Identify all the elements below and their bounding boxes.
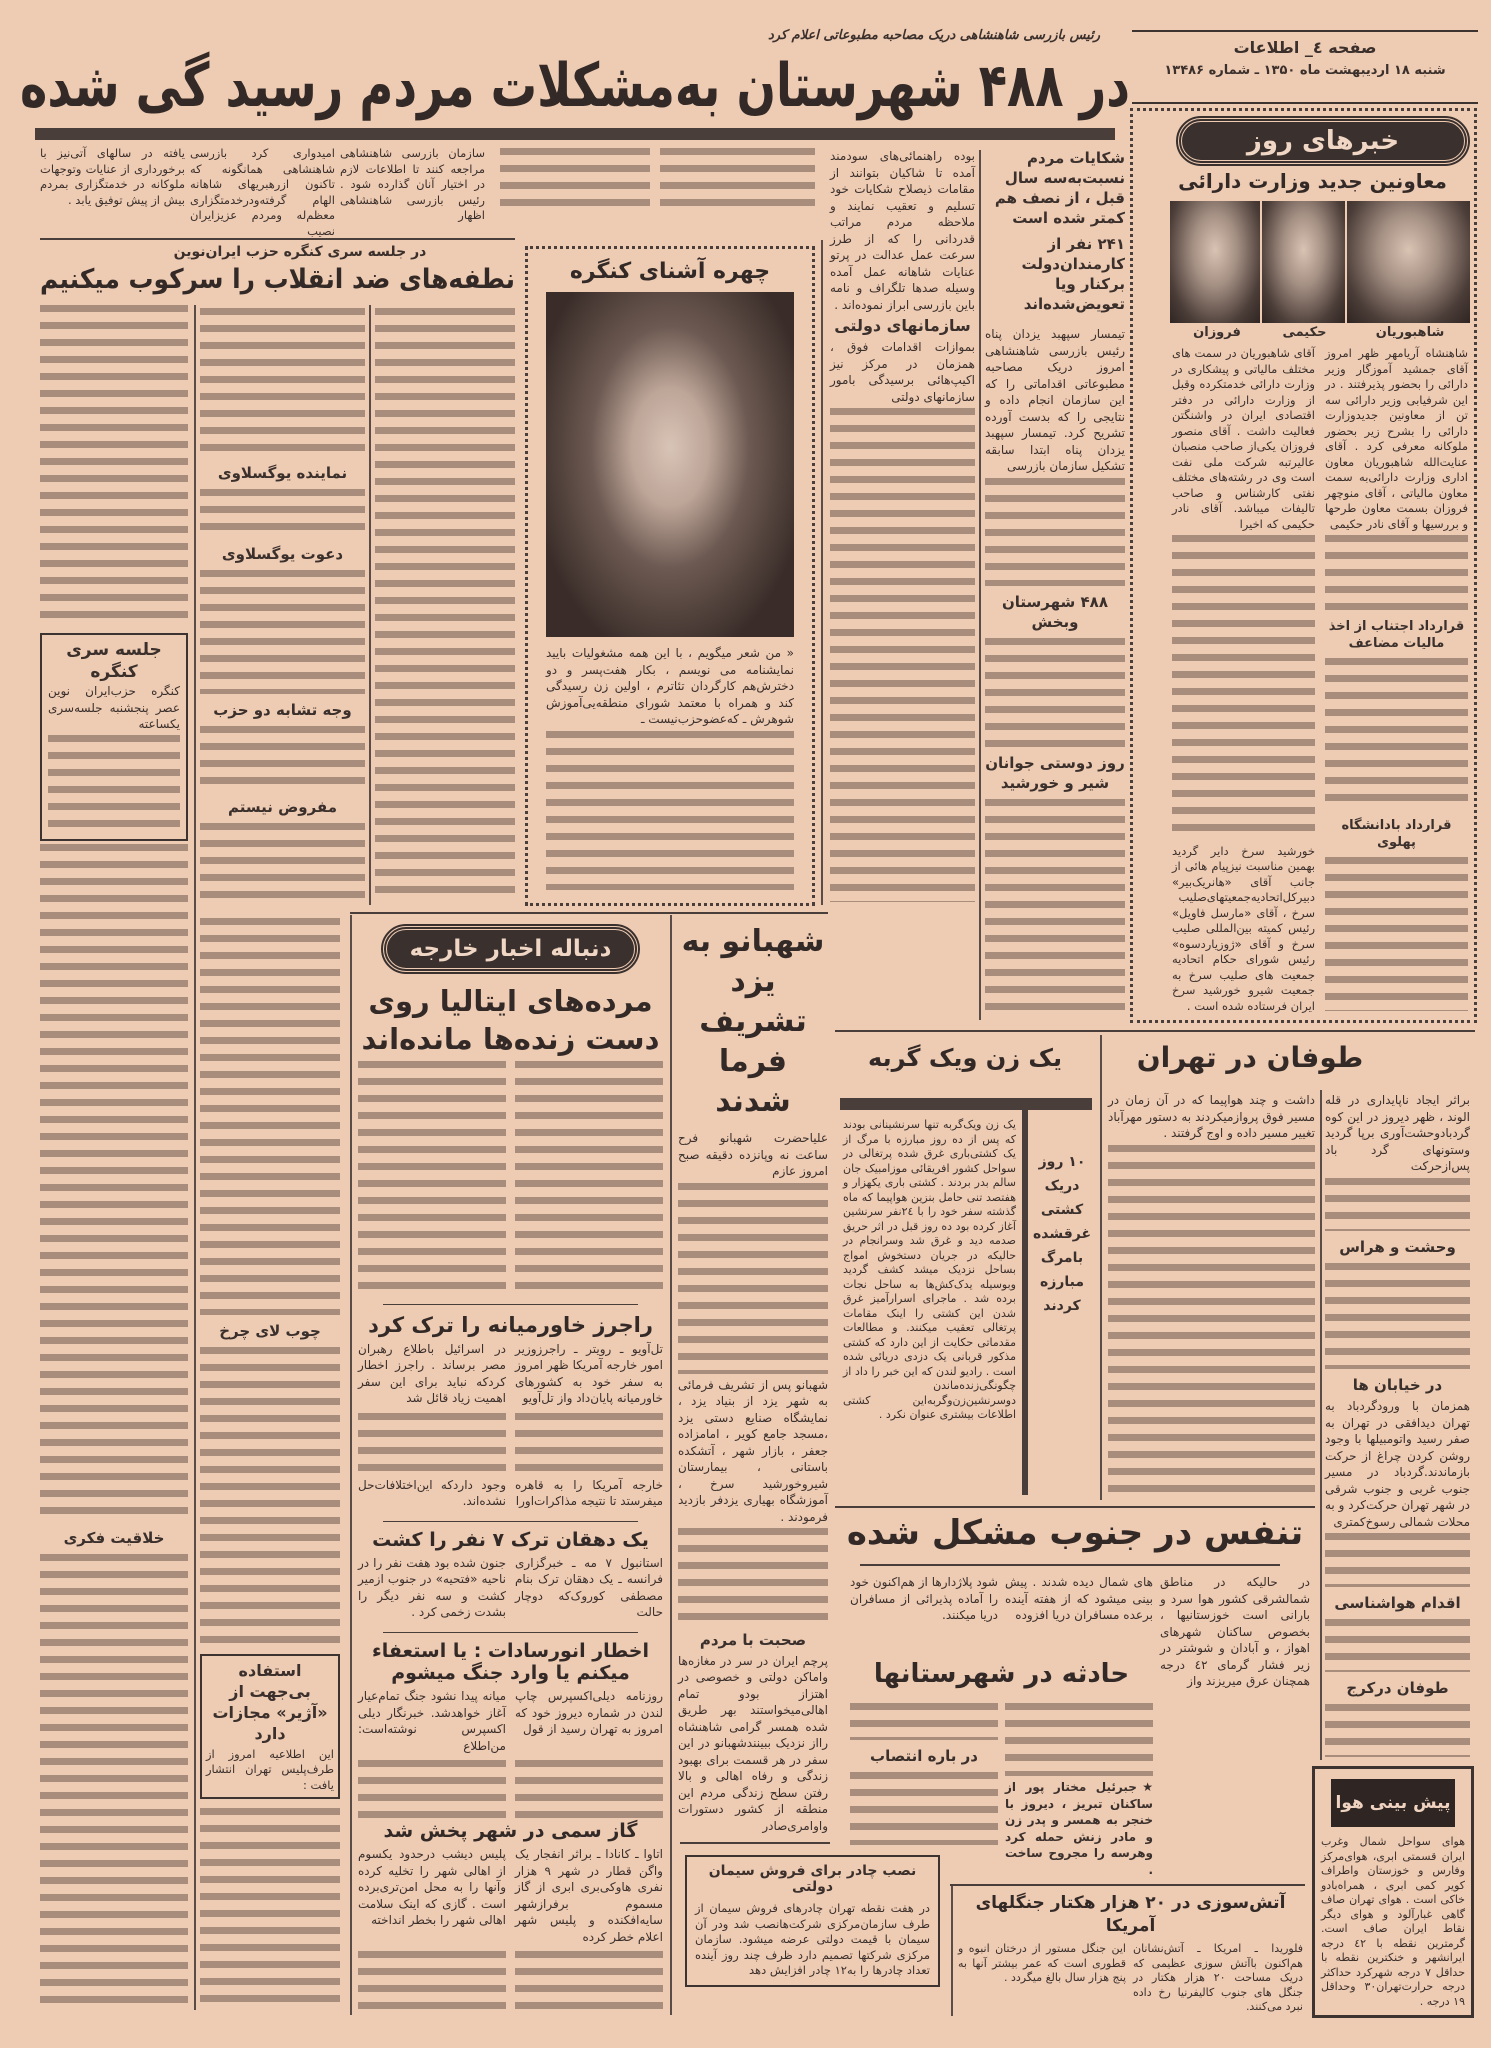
lead-sub-488: ۴۸۸ شهرستان وبخش: [1002, 593, 1108, 632]
congress-sub-1: نماینده یوگسلاوی: [217, 463, 348, 482]
lead-strip-col-4: [500, 148, 650, 208]
storm-text: براثر ایجاد ناپایداری در قله الوند ، ظهر دیروز در این کوه گردبادوحشت‌آوری برپا گردید وستونهای گرد باد پس‌ازحرکت: [1325, 1093, 1470, 1173]
incidents-sub-appoint: در باره انتصاب: [870, 1746, 978, 1765]
congress-col-a: [375, 305, 515, 905]
italy-headline: مرده‌های ایتالیا روی دست زنده‌ها مانده‌اند: [361, 984, 660, 1056]
cement-box: [685, 1855, 940, 1987]
storm-col-left: [1108, 1092, 1315, 1497]
name-forouzan: فروزان: [1193, 325, 1241, 340]
rogers-end: خارجه آمریکا را به قاهره میفرستد تا نتیجه مذاکرات‌اورا: [515, 1477, 663, 1509]
daily-news-redcross: خورشید سرخ دایر گردید بهمین مناسبت نیزپیام هائی از جانب آقای «هانریک‌بیر» دبیرکل‌اتحادیه‌جمعیتهای‌صلیب سرخ ، آقای «مارسل فاویل» رئیس کمیته بین‌المللی صلیب سرخ و آقای «ژوزیاردسوه» رئیس شورای حکام اتحادیه جمعیت های صلیب سرخ به جمعیت شیرو خورشید سرخ ایران فرستاده شده است .: [1172, 843, 1315, 1013]
lead-sub-orgs: سازمانهای دولتی: [834, 316, 971, 335]
rogers-text: تل‌آویو ـ رویتر ـ راجرزوزیر امور خارجه آمریکا ظهر امروز به سفر خود به کشورهای خاورمیانه پایان‌داد واز تل‌آویو: [515, 1341, 663, 1406]
storm-sub-met: اقدام هواشناسی: [1334, 1593, 1461, 1612]
lead-sub-orgs-text: بموازات اقدامات فوق ، همزمان در مرکز نیز اکیپ‌هائی برسیدگی بامور سازمانهای دولتی: [830, 340, 975, 404]
weather-text: هوای سواحل شمال وغرب ایران قسمتی ابری، هوای‌مرکز وفارس و خوزستان واطراف کویر کمی ابری ، همراه‌بادو خاکی است . هوای تهران صاف گاهی غبارآلود و هوای دیگر نقاط ایران صاف است. گرمترین نقطه با ٤٢ درجه ایرانشهر و خنکترین نقطه با حداقل ۷ درجه شهرکرد حداکثر درجه حرارت‌تهران۳۰ وحداقل ۱۹ درجه .: [1321, 1835, 1466, 2008]
farmer-text: استانبول ۷ مه ـ خبرگزاری فرانسه ـ یک دهقان ترک بنام مصطفی کوروک‌که دوچار حالت: [515, 1555, 663, 1620]
lead-bullet-2: ۲۴۱ نفر از کارمندان‌دولت برکنار ویا تعویض‌شده‌اند: [1021, 235, 1125, 313]
congress-sub-6: خلاقیت فکری: [63, 1529, 165, 1548]
storm-sub-fear: وحشت و هراس: [1339, 1237, 1456, 1256]
empress-text: علیاحضرت شهبانو فرح ساعت نه وپانزده دقیقه صبح امروز عازم: [678, 1131, 828, 1178]
daily-news-subtitle: معاونین جدید وزارت دارائی: [1178, 169, 1447, 193]
empress-text-2: شهبانو پس از تشریف فرمائی به شهر یزد از بنیاد یزد ، نمایشگاه صنایع دستی یزد ،مسجد جامع کویر ، امامزاده جعفر ، بازار شهر ، آتشکده باستانی ، بیمارستان شیروخورشید سرخ ، آموزشگاه بهیاری یزدفر بازدید فرمودند .: [678, 1377, 828, 1524]
incidents-col-right: [1005, 1700, 1153, 1878]
empress-headline: شهبانو به یزد تشریف فرما شدند: [681, 924, 825, 1119]
foreign-banner: دنباله اخبار خارجه: [383, 926, 638, 972]
daily-news-col-left: آقای شاهبوریان در سمت های مختلف مالیاتی و پیشکاری در وزارت دارائی خدمتکرده وقبل از وزارت دارائی در دفتر اقتصادی ایران در واشنگتن فعالیت داشت . آقای منصور فروزان یکی‌از صاحب منصبان عالیرتبه شرکت ملی نفت است وی در رشته‌های مختلف نفتی کارشناس و صاحب تالیفات میباشد. آقای نادر حکیمی که اخیرا: [1172, 346, 1315, 531]
farmer-headline: یک دهقان ترک ۷ نفر را کشت: [372, 1529, 649, 1552]
empress-text-3: پرچم ایران در سر در مغازه‌ها واماکن دولتی و خصوصی در اهتزاز بودو تمام اهالی‌میخواستند بهر طریق شده همسر گرامی شاهنشاه رااز نزدیک ببینندشهبانو در این سفر در هر قسمت برای بهبود زندگی و رفاه اهالی و بالا رفتن سطح زندگی مردم این منطقه از کشور دستورات واوامری‌صادر: [678, 1653, 828, 1833]
photo-hakimi: [1262, 201, 1345, 323]
lead-intro: تیمسار سپهبد یزدان پناه رئیس بازرسی شاهنشاهی امروز دریک مصاحبه مطبوعاتی اقداماتی را که این سازمان انجام داده و نتایجی را که بدست آورده تشریح کرد. تیمسار سپهبد یزدان پناه ابتدا سابقه تشکیل سازمان بازرسی: [985, 327, 1125, 473]
congress-sub-4: مفروض نیستم: [227, 797, 338, 816]
cement-headline: نصب چادر برای فروش سیمان دولتی: [708, 1863, 917, 1895]
weather-box: [1312, 1766, 1474, 2018]
foreign-section: [358, 922, 663, 2012]
congress-box: [40, 633, 188, 841]
woman-cat-box-text: ۱۰ روز دریک کشتی غرقشده بامرگ مبارزه کردند: [1032, 1154, 1092, 1314]
cement-text: در هفت نقطه تهران چادرهای فروش سیمان از طرف سازمان‌مرکزی شرکت‌هانصب شد ودر آن سیمان با قیمت دولتی عرضه میشود. سازمان مرکزی شرکتها تصمیم دارد ظرف چند روز آینده تعداد چادرها را به‌۱۲ چادر افزایش دهد: [695, 1901, 930, 1977]
lead-strip-col-1: سازمان بازرسی شاهنشاهی مراجعه کنند تا اطلاعات لازم در اختیار آنان گذارده شود . رئیس بازرسی شاهنشاهی اظهار: [340, 146, 485, 222]
congress-col-c: [40, 305, 188, 2010]
lead-col2-text: بوده راهنمائی‌های سودمند آمده تا شاکیان بتوانند از مقامات ذیصلاح شکایات خود تسلیم و تعقیب نمایند و ملاحظه مردم مراتب قدردانی را که از طرز سرعت عمل عدالت در پرتو عنایات شاهانه عمل آمده وسیله صدها تلگراف و نامه باین بازرسی ابراز نموده‌اند .: [830, 149, 975, 312]
south-top-rule: [835, 1506, 1315, 1508]
south-text: در حالیکه در مناطق شمالشرقی کشور هوا سرد و بارانی است خوزستانیها ، بخصوص ساکنان شهرهای اهواز ، و آبادان و شوشتر در زیر فشار گرمای ٤٢ درجه همچنان عرق میریزند واز: [1160, 1575, 1310, 1688]
storm-sub-karaj: طوفان درکرج: [1346, 1678, 1449, 1697]
congress-headline: نطفه‌های ضد انقلاب را سرکوب میکنیم: [40, 264, 515, 295]
headline-bar: [35, 128, 1115, 140]
sadat-text: روزنامه دیلی‌اکسپرس چاپ لندن در شماره دیروز خود که امروز به تهران رسید از قول: [515, 1689, 663, 1737]
portrait-box: [525, 246, 815, 906]
daily-news-sub-tax: قرارداد اجتناب از اخذ مالیات مضاعف: [1328, 618, 1465, 651]
congress-sub-5: چوب لای چرخ: [219, 1322, 321, 1341]
portrait-title: چهره آشنای کنگره: [569, 259, 771, 284]
daily-news-title: خبرهای روز: [1178, 118, 1468, 164]
incidents-headline: حادثه در شهرستانها: [873, 1659, 1130, 1689]
storm-sub-streets: در خیابان ها: [1352, 1376, 1443, 1395]
south-headline: تنفس در جنوب مشکل شده: [846, 1513, 1304, 1553]
woman-cat-headline: یک زن ویک گربه: [868, 1044, 1062, 1072]
lead-strip-col-2: امیدواری کرد بازرسی شاهنشاهی همانگونه که تاکنون ازرهبریهای شاهانه الهام گرفته‌ودرخدمتگزاری معظم‌له ومردم عزیزایران نصیب: [190, 146, 335, 238]
daily-news-col-left-wrap: [1172, 346, 1315, 1014]
storm-headline: طوفان در تهران: [1136, 1041, 1364, 1074]
gas-text-2: پلیس دیشب درحدود یکسوم از اهالی شهر را تخلیه کرده وآنها را به محل امن‌تری‌برده است . گازی که اینک سلامت اهالی شهر را بخطر انداخته: [358, 1847, 506, 1927]
incidents-col-left: [850, 1700, 998, 1848]
portrait-photo: [546, 292, 794, 637]
congress-sub-2: دعوت یوگسلاوی: [221, 545, 344, 564]
congress-col-b: [200, 305, 365, 905]
fire-text-2: این جنگل مستور از درختان انبوه و قطوری است که عمر بیشتر آنها به پنج هزار سال بالغ میگردد .: [958, 1942, 1126, 1984]
rogers-end-2: وجود داردکه این‌اختلافات‌حل نشده‌اند.: [358, 1477, 506, 1509]
south-col-1: [1160, 1574, 1310, 1760]
congress-box-title: جلسه سری کنگره: [66, 640, 162, 682]
masthead: [1132, 30, 1478, 104]
storm-streets-text: همزمان با ورودگردباد به تهران دیدافقی در تهران به صفر رسید واتومبیلها با وجود روشن کردن چراغ از حرکت بازماندند.گردباد در مسیر جنوب غربی و جنوب شرقی در شهر تهران حرکت‌کرد و به محلات شمالی رسوخ‌کمتری: [1325, 1399, 1470, 1529]
lead-col-2: [830, 148, 975, 905]
lead-sub-youth: روز دوستی جوانان شیر و خورشید: [985, 754, 1125, 793]
south-text-2: های شمال دیده شدند . پیش بینی میشود که از هفته آینده برعده مسافران دریا افزوده: [1005, 1575, 1153, 1622]
storm-col-right: [1325, 1092, 1470, 1760]
daily-news-col-right: شاهنشاه آریامهر ظهر امروز آقای جمشید آموزگار وزیر دارائی را بحضور پذیرفتند . در این شرفیابی وزیر دارائی سه تن از معاونین جدیدوزارت دارائی را بشرح زیر بحضور ملوکانه معرفی کرد . آقای عنایت‌الله شاهبوریان معاون اداری وزارت دارائی‌به سمت معاون مالیاتی ، آقای منوچهر فروزان بسمت معاون طرحها و بررسیها و آقای نادر حکیمی: [1325, 346, 1468, 531]
incidents-item: ★جبرئیل مختار پور از ساکنان تبریز ، دیروز با خنجر به همسر و پدر زن و مادر زنش حمله کرد وهرسه را مجروح ساخت .: [1005, 1780, 1153, 1877]
congress-col-b2: [200, 915, 340, 2010]
sadat-text-2: میانه پیدا نشود جنگ تمام‌عیار آغاز خواهدشد. خبرنگار دیلی اکسپرس نوشته‌است: من‌اطلاع: [358, 1689, 506, 1753]
empress-section: [678, 922, 828, 1834]
siren-headline: استفاده بی‌جهت از «آژیر» مجازات دارد: [212, 1660, 328, 1743]
congress-kicker: در جلسه سری کنگره حزب ایران‌نوین: [173, 244, 427, 260]
daily-news-col-right-wrap: [1325, 346, 1468, 1014]
south-text-3: شود پلاژدارها از هم‌اکنون خود را آماده پذیرائی از مسافران دریا میکنند.: [850, 1575, 998, 1622]
storm-text-2: داشت و چند هواپیما که در آن زمان در مسیر فوق پروازمیکردند به دستور مهرآباد تغییر مسیر داده و اوج گرفتند .: [1108, 1093, 1315, 1140]
congress-box-text: کنگره حزب‌ایران نوین عصر پنجشنبه جلسه‌سری یکساعته: [48, 684, 180, 731]
weather-logo: پیش بینی هوا: [1331, 1779, 1455, 1827]
empress-sub-people: صحبت با مردم: [699, 1630, 807, 1649]
congress-sub-3: وجه تشابه دو حزب: [213, 701, 352, 720]
photo-forouzan: [1170, 201, 1260, 323]
name-shahburian: شاهبوریان: [1375, 325, 1445, 340]
rogers-text-2: در اسرائیل باطلاع رهبران مصر برساند . راجرز اخطار کردکه نباید برای این سفر اهمیت زیاد قائل شد: [358, 1341, 506, 1406]
page-label: صفحه ٤_ اطلاعات: [1233, 38, 1377, 57]
gas-headline: گاز سمی در شهر پخش شد: [383, 1820, 638, 1843]
lead-bullet-1: شکایات مردم نسبت‌به‌سه سال قبل ، از نصف هم کمتر شده است: [994, 149, 1125, 227]
daily-news-sub-univ: قرارداد بادانشگاه پهلوی: [1341, 818, 1452, 851]
farmer-text-2: جنون شده بود هفت نفر را در ناحیه «فتحیه» در جنوب ازمیر کشت و سه نفر دیگر را بشدت زخمی کرد .: [358, 1555, 506, 1620]
fire-text: فلوریدا ـ امریکا ـ آتش‌نشانان هم‌اکنون باآتش سوزی عظیمی که دریک مساحت ۲۰ هزار هکتار در جنگل های جنوب کالیفرنیا رخ داده نبرد می‌کنند.: [1133, 1942, 1303, 2013]
siren-box: [200, 1654, 340, 1800]
date-issue: شنبه ۱۸ اردیبهشت ماه ۱۳۵۰ ـ شماره ۱۳۴۸۶: [1164, 63, 1446, 78]
gas-text: اتاوا ـ کانادا ـ براثر انفجار یک واگن قطار در شهر ۹ هزار نفری هاوکی‌بری ابری از گاز مسموم برفرازشهر سایه‌افکنده و پلیس شهر اعلام خطر کرده: [515, 1847, 663, 1944]
woman-cat-text: یک زن ویک‌گربه تنها سرنشینانی بودند که پس از ده روز مبارزه با مرگ از یک کشتی‌باری غرق شده پرتغالی در سواحل کشور افریقائی موزامبیک جان سالم بدر بردند . کشتی باری یکهزار و هفتصد تنی حامل بنزین هواپیما که ماه گذشته سفر خود را با ۲٤نفر سرنشین آغاز کرده بود ده روز قبل در اثر حریق صدمه دید و غرق شد وسرانجام در حالیکه در جریان دستخوش امواج بساحل نزدیک میشد کشف گردید وبوسیله یدک‌کش‌ها به ساحل نجات برده شد . ماجرای اسرارآمیز غرق شدن این کشتی را اینک مقامات پرتغالی تعقیب میکنند. و مطالعات مقدماتی حکایت از این دارد که کشتی مذکور قربانی یک دزدی دریائی شده است . رادیو لندن که این خبر را داد از چگونگی‌زنده‌ماندن دوسرنشین‌زن‌وگربه‌این کشتی اطلاعات بیشتری عنوان نکرد .: [843, 1118, 1016, 1421]
portrait-caption: « من شعر میگویم ، با این همه مشغولیات بایید نمایشنامه می نویسم ، بکار هفت‌پسر و دو دخترش‌هم کارگردان تئاترم ، اولین زن رسیدگی کند و همراه با معتمد شورای منطقه‌یی‌آموزش شوهرش ـ که‌عضوحزب‌نیست ـ: [546, 646, 794, 727]
rogers-headline: راجرز خاورمیانه را ترک کرد: [368, 1313, 653, 1338]
lead-strip-col-3: یافته در سالهای آتی‌نیز با برخورداری از عنایات وتوجهات ملوکانه در خدمتگزاری بمردم بیش از پیش توفیق یابد .: [40, 146, 185, 207]
siren-text: این اطلاعیه امروز از طرف‌پلیس تهران انتشار یافت :: [206, 1746, 334, 1792]
fire-headline: آتش‌سوزی در ۲۰ هزار هکتار جنگلهای آمریکا: [975, 1893, 1286, 1936]
lead-kicker: رئیس بازرسی شاهنشاهی دریک مصاحبه مطبوعاتی اعلام کرد: [767, 28, 1100, 43]
sadat-headline: اخطار انورسادات : یا استعفاء میکنم یا وارد جنگ میشوم: [372, 1640, 649, 1685]
lead-headline: در ۴۸۸ شهرستان به‌مشکلات مردم رسید گی شده: [20, 50, 1130, 121]
lead-col-right: [985, 148, 1125, 1020]
name-hakimi: حکیمی: [1282, 325, 1327, 340]
photo-shahburian: [1347, 201, 1470, 323]
lead-strip-col-5: [660, 148, 815, 208]
